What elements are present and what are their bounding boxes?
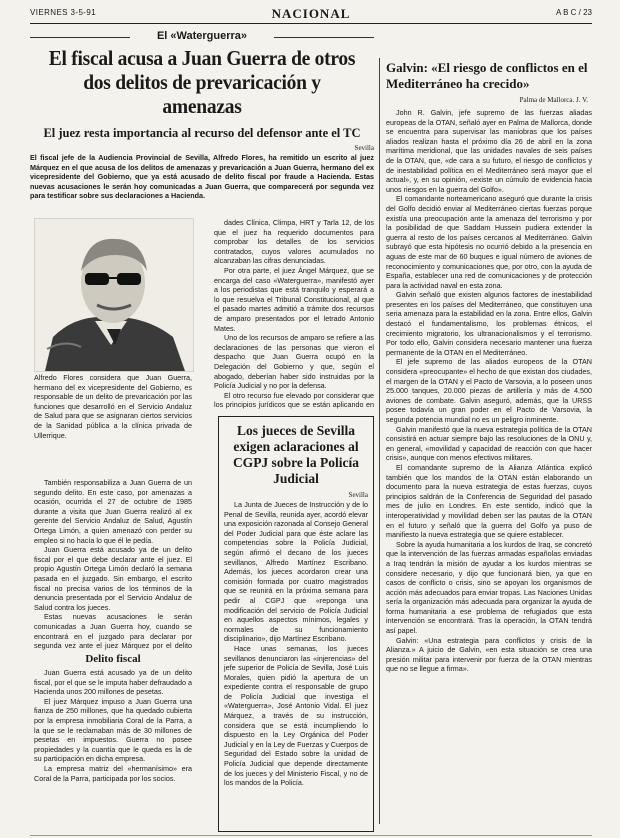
column-rule <box>379 58 380 824</box>
subhead-delito-fiscal: Delito fiscal <box>85 653 141 665</box>
box-headline: Los jueces de Sevilla exigen aclaraciones al CGPJ sobre la Policía Judicial <box>232 423 360 486</box>
main-col2-paragraph: Uno de los recursos de amparo se refiere a las declaraciones de las personas que vieron el despacho que Juan Guerra ocupó en la Delegación del Gobierno y que, según el abogado, deberían haber sido instruidas por la Policía Judicial y no por la defensa. <box>214 333 374 391</box>
box-body <box>219 500 373 788</box>
box-paragraph: Hace unas semanas, los jueces sevillanos denunciaron las «injerencias» del jefe superior de Policía de Sevilla, José Luis Morales, quien pidió la apertura de un expediente contra el responsable de grupo de Policía Judicial que investiga el «Waterguerra», José Antonio Vidal. El juez Márquez, a través de su instrucción, considera que se está incumpliendo lo dispuesto en la Ley Orgánica del Poder Judicial y en la Ley de Fuerzas y Cuerpos de Seguridad del Estado sobre la unidad de Policía Judicial que depende directamente de los jueces y del Ministerio Fiscal, y no de los mandos de la Policía. <box>224 643 368 788</box>
section-title: NACIONAL <box>271 6 351 21</box>
side-paragraph: John R. Galvin, jefe supremo de las fuerzas aliadas europeas de la OTAN, señaló ayer en Palma de Mallorca, donde se encuentra para supervisar las maniobras que los países aliados realizan hasta el próximo día 26 de abril en la zona marítima meridional, que las unidades navales de seis países de la OTAN, que, «de cara a su futuro, el riesgo de conflictos y de inestabilidad política en el Mediterráneo será mayor que el actual», y, en su opinión, «existe un cúmulo de evidencia hacia unos riesgos en la guerra del Golfo». <box>386 108 592 194</box>
main-col1b-paragraph: El juez Márquez impuso a Juan Guerra una fianza de 250 millones, que ha quedado cubierta por la empresa inmobiliaria Coral de la Parra, a la que se le reclamaban más de 30 millones de pesetas en impuestos. Guerra no posee propiedades y la cuantía que le queda es la de su participación en dicha empresa. <box>34 696 192 764</box>
main-column-1-continued <box>34 668 192 832</box>
main-col2-paragraph: El otro recurso fue elevado por considerar que los principios jurídicos que se están aplicando en <box>214 390 374 410</box>
side-dateline: Palma de Mallorca. J. V. <box>519 96 588 104</box>
news-photo <box>34 218 194 372</box>
box-dateline: Sevilla <box>348 491 368 499</box>
main-col1-paragraph: Estas nuevas acusaciones le serán comunicadas a Juan Guerra hoy, cuando se encontrará en el juzgado para declarar por segunda vez ante el juez Márquez por el delito <box>34 612 192 650</box>
main-lead: El fiscal jefe de la Audiencia Provincial de Sevilla, Alfredo Flores, ha remitido un escrito al juez Márquez en el que acusa de los delitos de amenazas y prevaricación a Juan Guerra, hermano del ex vicepresidente del Gobierno, que ya está acusado de delito fiscal por fraude a Hacienda. Estas nuevas acusaciones le serán hoy comunicadas a Juan Guerra, que comparecerá por segunda vez para testificar sobre sus declaraciones a Hacienda. <box>30 153 374 201</box>
side-paragraph: El comandante norteamericano aseguró que durante la crisis del Golfo decidió enviar al Mediterráneo ciertas fuerzas porque existía una preocupación ante la amenaza del terrorismo y por la posibilidad de que Saddam Hussein pudiera extender la guerra al resto de los países cercanos al Mediterráneo. Galvin subrayó que esta hipótesis no ocurrió debido a la presencia en aguas de este mar de 60 buques e igual número de aviones de reconocimiento y comunicaciones que, por otro, con la ayuda de España, establecer una red de comunicaciones y de protección para la actividad naval en esta zona. <box>386 194 592 290</box>
side-paragraph: Galvin: «Una estrategia para conflictos y crisis de la Alianza.» A juicio de Galvin, «en esta situación se crea una presión militar para intervenir por fuerza de la OTAN mientras que no se llegue a firma». <box>386 635 592 674</box>
portrait-illustration <box>35 219 193 371</box>
kicker: El «Waterguerra» <box>30 30 374 44</box>
main-col1b-paragraph: La empresa matriz del «hermanísimo» era Coral de la Parra, participada por los socios. <box>34 763 192 783</box>
main-col2-paragraph: Por otra parte, el juez Ángel Márquez, que se encarga del caso «Waterguerra», manifestó ayer a los periodistas que está tranquilo y esperará a lo que resuelva el Tribunal Constitucional, al que el pasado martes admitió a trámite dos recursos de amparo presentados por el letrado Antonio Mates. <box>214 265 374 333</box>
main-col1-paragraph: Juan Guerra está acusado ya de un delito fiscal por el que debe declarar ante el juez. El propio Agustín Ortega Limón declaró la semana pasada en el juzgado. Sin embargo, el escrito fiscal no precisa varios de los términos de la denuncia presentada por el Servicio Andaluz de Salud contra los jueces. <box>34 545 192 612</box>
main-col2-paragraph: dades Clínica, Climpa, HRT y Tarla 12, de los que el juez ha requerido documentos para comprobar los detalles de los servicios contratados, cuyos valores acumulados no alcanzaban las cifras denunciadas. <box>214 218 374 266</box>
photo-caption: Alfredo Flores considera que Juan Guerra, hermano del ex vicepresidente del Gobierno, es responsable de un delito de prevaricación por las funciones que desarrolló en el Servicio Andaluz de Salud para que se asignaran ciertos servicios de la Sanidad pública a la clínica privada de Ullerrique. <box>34 373 192 440</box>
main-col1-paragraph: También responsabiliza a Juan Guerra de un segundo delito. En este caso, por amenazas a ocasión, ocurrida el 27 de octubre de 1985 durante a visita que Juan Guerra realizó al ex gerente del Servicio Andaluz de Salud, Agustín Ortega Limón, a quien amenazó con perder su empleo si no hacía lo que él le pedía. <box>34 478 192 545</box>
header-rule <box>30 23 592 24</box>
side-paragraph: El comandante supremo de la Alianza Atlántica explicó también que los mandos de la OTAN están elaborando un documento para la nueva estrategia de estas fuerzas, cuyos principios saldrán de la Conferencia de Seguridad del pasado mes de julio en Londres. En este sentido, indicó que la interoperatividad y movilidad deben ser las pautas de la OTAN en el futuro y señaló que la guerra del Golfo ya puso de manifiesto la nueva estrategia que se quiere establecer. <box>386 462 592 540</box>
main-column-1 <box>34 478 192 650</box>
side-headline: Galvin: «El riesgo de conflictos en el Mediterráneo ha crecido» <box>386 60 588 91</box>
issue-date: VIERNES 3-5-91 <box>30 8 97 17</box>
side-paragraph: Galvin señaló que existen algunos factores de inestabilidad presentes en los países del Mediterráneo, que constituyen una seria amenaza para la estabilidad en la zona. Entre ellos, Galvin destacó el fundamentalismo, los problemas étnicos, el crecimiento migratorio, los ultranacionalismos y el terrorismo. Por todo ello, Galvin considera necesario mantener una fuerza permanente de la OTAN en el Mediterráneo. <box>386 290 592 357</box>
main-headline: El fiscal acusa a Juan Guerra de otros dos delitos de prevaricación y amenazas <box>48 46 356 118</box>
footer-rule <box>30 835 592 836</box>
main-dateline: Sevilla <box>354 144 374 152</box>
page-header <box>30 6 592 22</box>
side-article-body <box>386 108 592 832</box>
side-paragraph: El jefe supremo de las aliados europeos de la OTAN considera «preocupante» el hecho de que existan dos ciudades, el margen de la OTAN y el Pacto de Varsovia, a lo poseen unos 25.000 tanques, 20.000 piezas de artillería y más de 4.500 aviones de combate. Galvin aseguró, además, que la URSS posee todavía un gran poder en el Pacto de Varsovia, la segunda potencia mundial no es un peligro inminente. <box>386 357 592 424</box>
main-column-2 <box>214 218 374 410</box>
main-col1b-paragraph: Juan Guerra está acusado ya de un delito fiscal, por el que se le imputa haber defraudado a Hacienda unos 200 millones de pesetas. <box>34 668 192 697</box>
box-paragraph: La Junta de Jueces de Instrucción y de lo Penal de Sevilla, reunida ayer, acordó elevar una exposición razonada al Consejo General del Poder Judicial para que éste aclare las competencias sobre la Policía Judicial, según afirmó el decano de los jueces sevillanos, Alfredo Martínez Escribano. Además, los jueces acordaron crear una comisión formada por cuatro magistrados que se reunirá en la próxima semana para pedir al CGPJ que «reponga una modificación del servicio de Policía Judicial en aquellos aspectos mínimos, legales y normales de su funcionamiento disciplinario», dijo Martínez Escribano. <box>224 500 368 644</box>
side-paragraph: Galvin manifestó que la nueva estrategia política de la OTAN consistirá en actuar siempre bajo las resoluciones de la ONU y, en general, «movilidad y capacidad de reacción con que hacer crisis», aunque con menos efectivos militares. <box>386 424 592 463</box>
side-paragraph: Sobre la ayuda humanitaria a los kurdos de Iraq, se concretó que la intervención de las fuerzas armadas españolas enviadas a Iraq tendrán la misión de ayudar a los kurdos mientras se considere necesario, y dijo que funcionará bien, ya que en casos de conflicto o crisis, sino se apoyan los organismos de acción más adecuados para enviar tropas. Las Naciones Unidas sería la organización más adecuada para organizar la ayuda de forma humanitaria a ese problema de refugiados que esta intervención se encontrará. Tras la operación, la OTAN tendrá así papel. <box>386 539 592 636</box>
page-number: A B C / 23 <box>555 8 592 17</box>
main-subheadline: El juez resta importancia al recurso del defensor ante el TC <box>43 126 361 140</box>
boxed-article <box>218 416 374 832</box>
